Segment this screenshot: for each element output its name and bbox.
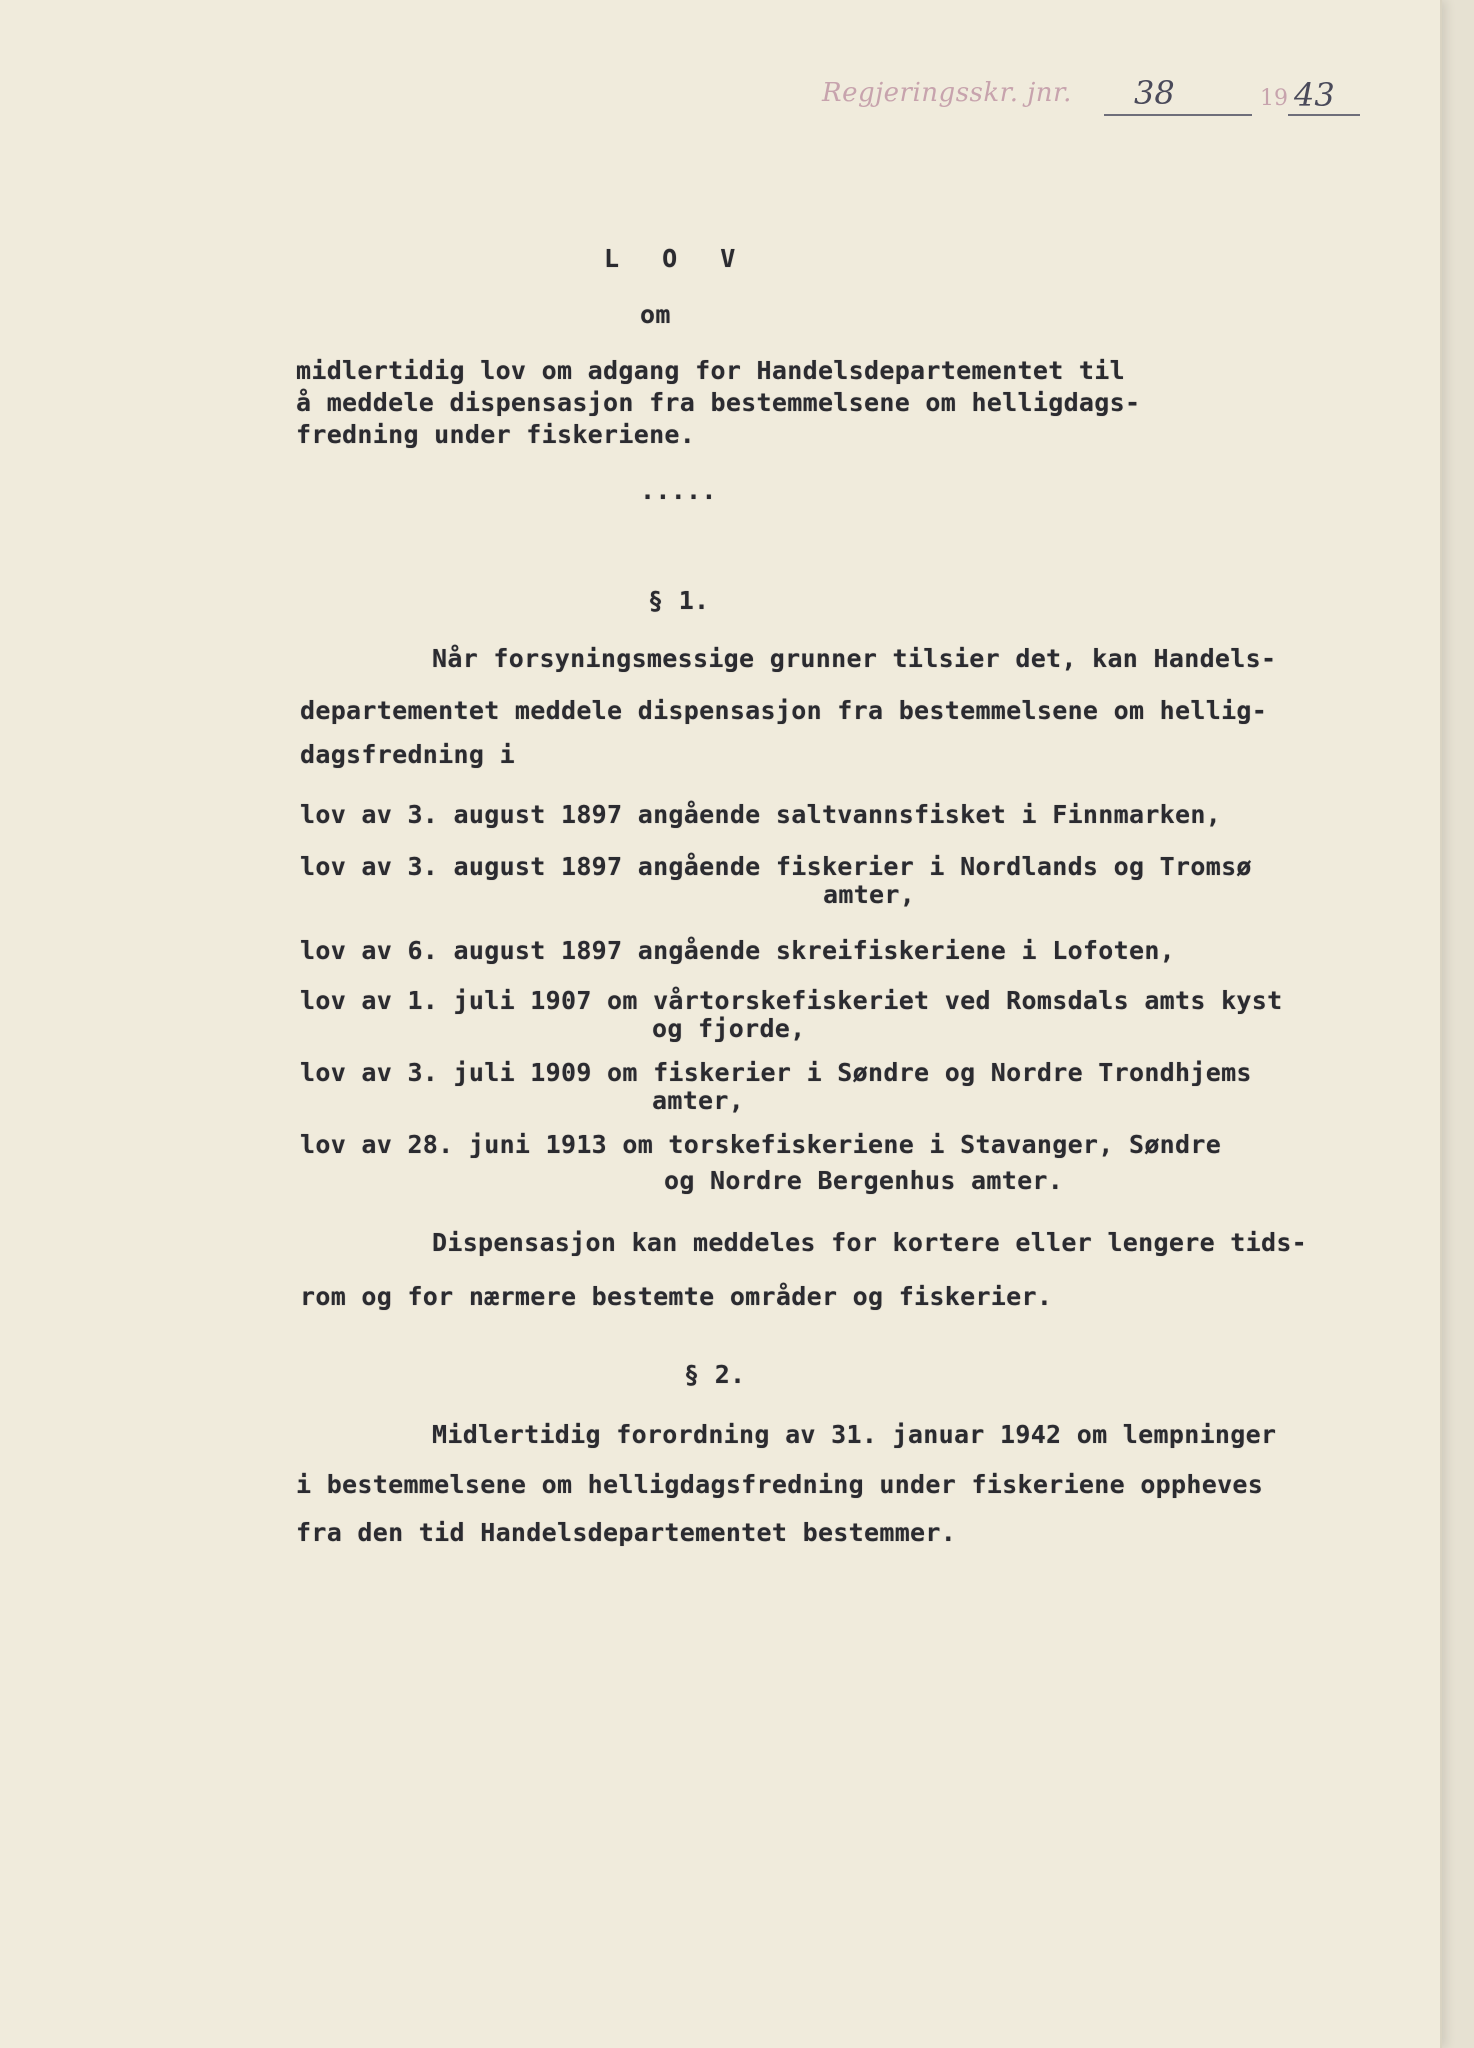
- law-entry: lov av 1. juli 1907 om vårtorskefiskeriet ved Romsdals amts kyst: [300, 986, 1283, 1015]
- stamp-number-line: [1104, 114, 1252, 116]
- law-entry: lov av 28. juni 1913 om torskefiskeriene i Stavanger, Søndre: [300, 1130, 1222, 1159]
- law-entry-continuation: amter,: [823, 880, 916, 909]
- section-1-heading: § 1.: [648, 586, 710, 615]
- stamp-year-prefix: 19: [1260, 86, 1288, 111]
- law-entry: lov av 6. august 1897 angående skreifiskeriene i Lofoten,: [300, 936, 1176, 965]
- section-1-intro-line: Når forsyningsmessige grunner tilsier det, kan Handels-: [432, 644, 1277, 673]
- registry-stamp: [822, 72, 1372, 132]
- description-line: midlertidig lov om adgang for Handelsdepartementet til: [296, 356, 1125, 385]
- section-2-heading: § 2.: [684, 1360, 746, 1389]
- section-1-closing-line: Dispensasjon kan meddeles for kortere eller lengere tids-: [432, 1228, 1308, 1257]
- law-entry: lov av 3. juli 1909 om fiskerier i Søndre og Nordre Trondhjems: [300, 1058, 1252, 1087]
- law-entry-continuation: og fjorde,: [652, 1014, 806, 1043]
- document-subtitle: om: [640, 300, 671, 329]
- section-2-line: fra den tid Handelsdepartementet bestemmer.: [296, 1518, 957, 1547]
- stamp-year-line: [1288, 114, 1360, 116]
- section-1-intro-line: dagsfredning i: [300, 740, 515, 769]
- description-line: å meddele dispensasjon fra bestemmelsene om helligdags-: [296, 388, 1141, 417]
- separator-dots: .....: [640, 476, 717, 505]
- section-1-intro-line: departementet meddele dispensasjon fra bestemmelsene om hellig-: [300, 696, 1268, 725]
- law-entry-continuation: amter,: [652, 1086, 745, 1115]
- description-line: fredning under fiskeriene.: [296, 420, 696, 449]
- law-entry: lov av 3. august 1897 angående saltvannsfisket i Finnmarken,: [300, 800, 1222, 829]
- document-title: L O V: [604, 244, 750, 273]
- section-2-line: i bestemmelsene om helligdagsfredning under fiskeriene oppheves: [296, 1470, 1264, 1499]
- section-1-closing-line: rom og for nærmere bestemte områder og fiskerier.: [300, 1282, 1053, 1311]
- stamp-number: 38: [1134, 74, 1175, 112]
- law-entry-continuation: og Nordre Bergenhus amter.: [664, 1166, 1064, 1195]
- section-2-line: Midlertidig forordning av 31. januar 1942 om lempninger: [432, 1420, 1277, 1449]
- stamp-year-suffix: 43: [1294, 76, 1335, 114]
- stamp-label: Regjeringsskr. jnr.: [822, 78, 1072, 108]
- law-entry: lov av 3. august 1897 angående fiskerier i Nordlands og Tromsø: [300, 852, 1252, 881]
